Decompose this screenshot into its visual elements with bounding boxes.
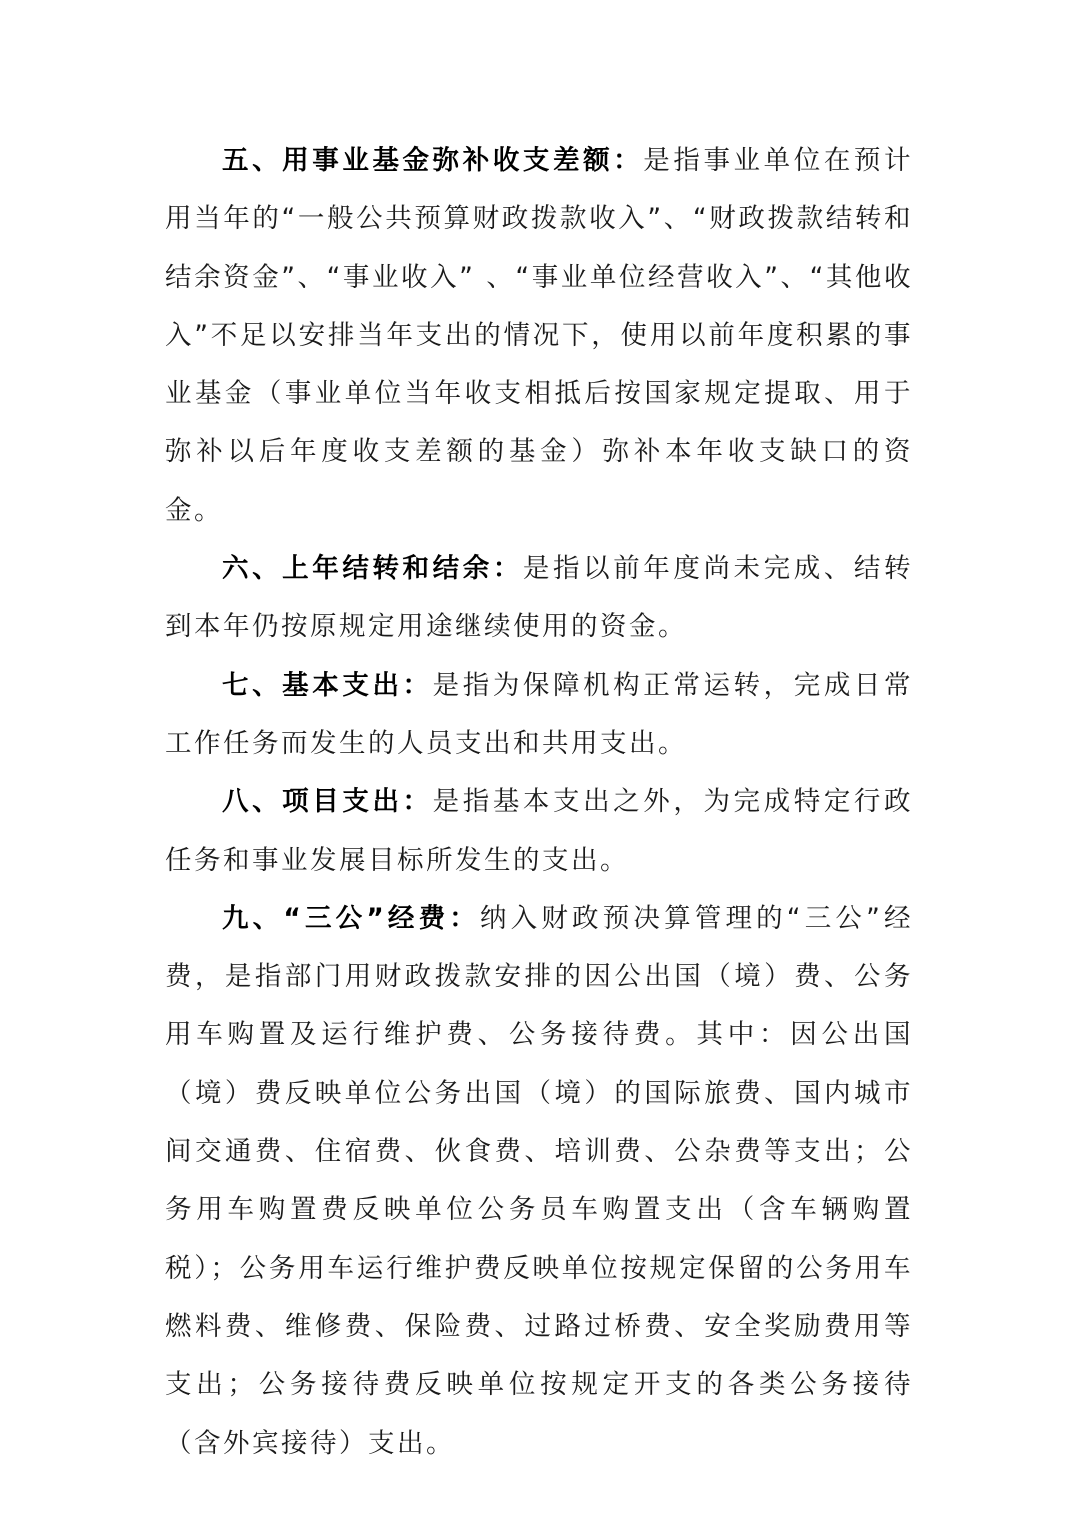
term-definition: 是指为保障机构正常运转，完成日常工作任务而发生的人员支出和共用支出。 (165, 669, 914, 759)
term-heading: 九、“三公”经费： (222, 902, 480, 934)
term-heading: 六、上年结转和结余： (222, 553, 523, 585)
term-heading: 八、项目支出： (222, 786, 433, 818)
term-definition: 是指基本支出之外，为完成特定行政任务和事业发展目标所发生的支出。 (165, 786, 914, 876)
term-definition: 纳入财政预决算管理的“三公”经费，是指部门用财政拨款安排的因公出国（境）费、公务用车购置及运行维护费、公务接待费。其中：因公出国（境）费反映单位公务出国（境）的国际旅费、国内城市间交通费、住宿费、伙食费、培训费、公杂费等支出；公务用车购置费反映单位公务员车购置支出（含车辆购置税）；公务用车运行维护费反映单位按规定保留的公务用车燃料费、维修费、保险费、过路过桥费、安全奖励费用等支出；公务接待费反映单位按规定开支的各类公务接待（含外宾接待）支出。 (165, 902, 913, 1459)
term-heading: 七、基本支出： (222, 669, 433, 701)
term-heading: 五、用事业基金弥补收支差额： (222, 145, 644, 176)
paragraph-project-expenditure (165, 773, 913, 890)
paragraph-fund-deficit (165, 132, 913, 540)
document-body (165, 132, 913, 1473)
paragraph-three-public-expenses (165, 890, 913, 1473)
paragraph-basic-expenditure (165, 657, 913, 774)
term-definition: 是指以前年度尚未完成、结转到本年仍按原规定用途继续使用的资金。 (165, 553, 914, 643)
term-definition: 是指事业单位在预计用当年的“一般公共预算财政拨款收入”、“财政拨款结转和结余资金”、“事业收入” 、“事业单位经营收入”、“其他收入”不足以安排当年支出的情况下，使用以前年度积累的事业基金（事业单位当年收支相抵后按国家规定提取、用于弥补以后年度收支差额的基金）弥补本年收支缺口的资金。 (165, 145, 914, 526)
paragraph-carryover (165, 540, 913, 657)
